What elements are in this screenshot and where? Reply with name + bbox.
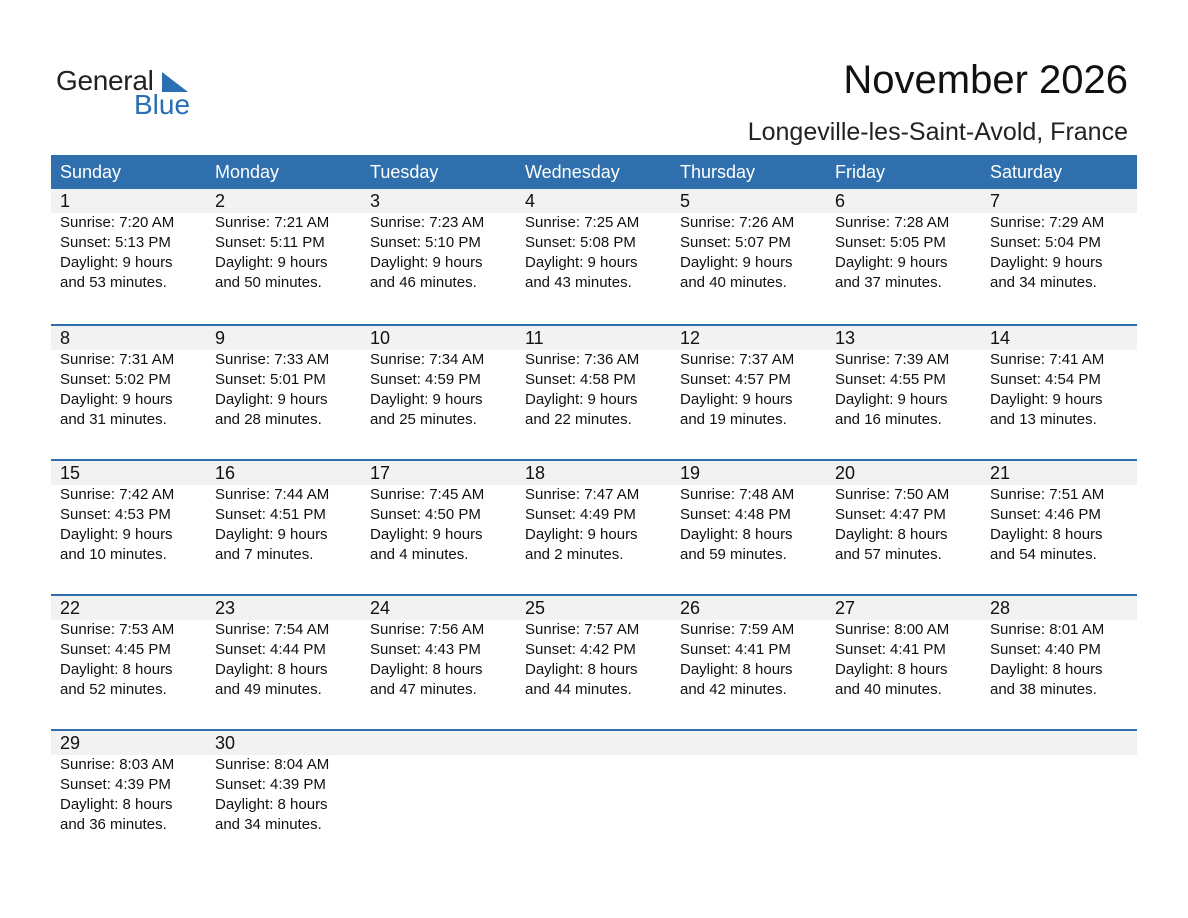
week-row <box>51 189 1137 324</box>
day-number: 18 <box>525 463 546 483</box>
daylight-text: Daylight: 8 hours <box>370 661 483 678</box>
sunrise-text: Sunrise: 7:26 AM <box>680 214 795 231</box>
minutes-text: and 37 minutes. <box>835 274 942 291</box>
day-number: 2 <box>215 191 226 211</box>
sunrise-text: Sunrise: 7:45 AM <box>370 486 485 503</box>
day-cell <box>206 731 361 835</box>
sunset-text: Sunset: 5:04 PM <box>990 234 1101 251</box>
daylight-text: Daylight: 9 hours <box>60 254 173 271</box>
day-cell <box>826 326 981 430</box>
minutes-text: and 59 minutes. <box>680 546 787 563</box>
sunrise-text: Sunrise: 8:03 AM <box>60 756 175 773</box>
minutes-text: and 22 minutes. <box>525 411 632 428</box>
day-number: 13 <box>835 328 856 348</box>
day-cell <box>51 326 206 430</box>
day-cell <box>826 461 981 565</box>
sunset-text: Sunset: 4:58 PM <box>525 371 636 388</box>
daylight-text: Daylight: 9 hours <box>680 254 793 271</box>
minutes-text: and 44 minutes. <box>525 681 632 698</box>
sunset-text: Sunset: 4:46 PM <box>990 506 1101 523</box>
minutes-text: and 40 minutes. <box>835 681 942 698</box>
day-cell <box>361 189 516 293</box>
minutes-text: and 46 minutes. <box>370 274 477 291</box>
sunrise-text: Sunrise: 7:47 AM <box>525 486 640 503</box>
empty-day-cell <box>516 731 671 835</box>
minutes-text: and 34 minutes. <box>215 816 322 833</box>
daylight-text: Daylight: 8 hours <box>990 526 1103 543</box>
minutes-text: and 10 minutes. <box>60 546 167 563</box>
daylight-text: Daylight: 9 hours <box>215 391 328 408</box>
sunrise-text: Sunrise: 8:04 AM <box>215 756 330 773</box>
minutes-text: and 53 minutes. <box>60 274 167 291</box>
minutes-text: and 43 minutes. <box>525 274 632 291</box>
minutes-text: and 13 minutes. <box>990 411 1097 428</box>
sunset-text: Sunset: 5:13 PM <box>60 234 171 251</box>
day-cell <box>206 461 361 565</box>
sunrise-text: Sunrise: 7:21 AM <box>215 214 330 231</box>
sunrise-text: Sunrise: 7:36 AM <box>525 351 640 368</box>
weekday-header-row <box>51 155 1137 189</box>
minutes-text: and 16 minutes. <box>835 411 942 428</box>
day-cell <box>206 189 361 293</box>
minutes-text: and 38 minutes. <box>990 681 1097 698</box>
day-number: 12 <box>680 328 701 348</box>
sunset-text: Sunset: 5:02 PM <box>60 371 171 388</box>
day-number: 1 <box>60 191 71 211</box>
sunrise-text: Sunrise: 7:20 AM <box>60 214 175 231</box>
week-row <box>51 459 1137 594</box>
sunset-text: Sunset: 4:48 PM <box>680 506 791 523</box>
day-number: 28 <box>990 598 1011 618</box>
day-number: 29 <box>60 733 81 753</box>
empty-day-cell <box>981 731 1137 835</box>
weekday-header-wednesday: Wednesday <box>525 162 620 182</box>
minutes-text: and 54 minutes. <box>990 546 1097 563</box>
day-cell <box>671 326 826 430</box>
day-cell <box>516 461 671 565</box>
minutes-text: and 31 minutes. <box>60 411 167 428</box>
sunset-text: Sunset: 4:40 PM <box>990 641 1101 658</box>
minutes-text: and 40 minutes. <box>680 274 787 291</box>
sunrise-text: Sunrise: 7:23 AM <box>370 214 485 231</box>
daylight-text: Daylight: 9 hours <box>370 391 483 408</box>
day-cell <box>51 461 206 565</box>
day-cell <box>671 461 826 565</box>
minutes-text: and 36 minutes. <box>60 816 167 833</box>
day-cell <box>981 189 1137 293</box>
minutes-text: and 49 minutes. <box>215 681 322 698</box>
day-number: 22 <box>60 598 81 618</box>
day-number: 17 <box>370 463 391 483</box>
minutes-text: and 57 minutes. <box>835 546 942 563</box>
day-cell <box>361 596 516 700</box>
day-number: 11 <box>525 328 544 348</box>
logo <box>56 64 206 124</box>
empty-day-cell <box>671 731 826 835</box>
day-number: 15 <box>60 463 81 483</box>
day-cell <box>981 461 1137 565</box>
week-row <box>51 729 1137 864</box>
day-cell <box>826 189 981 293</box>
day-cell <box>671 189 826 293</box>
day-number: 30 <box>215 733 236 753</box>
day-number: 6 <box>835 191 846 211</box>
sunrise-text: Sunrise: 8:01 AM <box>990 621 1105 638</box>
day-cell <box>361 461 516 565</box>
sunset-text: Sunset: 4:50 PM <box>370 506 481 523</box>
day-number: 9 <box>215 328 226 348</box>
sunrise-text: Sunrise: 7:56 AM <box>370 621 485 638</box>
day-number: 23 <box>215 598 236 618</box>
day-number: 7 <box>990 191 1001 211</box>
sunset-text: Sunset: 4:41 PM <box>835 641 946 658</box>
minutes-text: and 7 minutes. <box>215 546 314 563</box>
sunrise-text: Sunrise: 7:41 AM <box>990 351 1105 368</box>
sunrise-text: Sunrise: 7:57 AM <box>525 621 640 638</box>
week-row <box>51 594 1137 729</box>
sunset-text: Sunset: 4:47 PM <box>835 506 946 523</box>
day-cell <box>206 326 361 430</box>
sunrise-text: Sunrise: 7:54 AM <box>215 621 330 638</box>
day-number: 27 <box>835 598 856 618</box>
daylight-text: Daylight: 9 hours <box>60 391 173 408</box>
weekday-header-sunday: Sunday <box>60 162 122 182</box>
minutes-text: and 50 minutes. <box>215 274 322 291</box>
sunrise-text: Sunrise: 7:31 AM <box>60 351 175 368</box>
minutes-text: and 19 minutes. <box>680 411 787 428</box>
sunset-text: Sunset: 5:01 PM <box>215 371 326 388</box>
page-title: November 2026 <box>843 58 1128 102</box>
day-number: 8 <box>60 328 71 348</box>
daylight-text: Daylight: 9 hours <box>215 254 328 271</box>
sunset-text: Sunset: 4:59 PM <box>370 371 481 388</box>
minutes-text: and 4 minutes. <box>370 546 469 563</box>
day-cell <box>51 731 206 835</box>
day-cell <box>51 189 206 293</box>
sunset-text: Sunset: 4:49 PM <box>525 506 636 523</box>
day-number: 20 <box>835 463 856 483</box>
minutes-text: and 52 minutes. <box>60 681 167 698</box>
minutes-text: and 34 minutes. <box>990 274 1097 291</box>
sunset-text: Sunset: 4:54 PM <box>990 371 1101 388</box>
daylight-text: Daylight: 9 hours <box>835 254 948 271</box>
day-cell <box>671 596 826 700</box>
logo-blue-text: Blue <box>134 89 191 120</box>
day-number: 3 <box>370 191 381 211</box>
daylight-text: Daylight: 9 hours <box>60 526 173 543</box>
day-cell <box>516 326 671 430</box>
daylight-text: Daylight: 9 hours <box>215 526 328 543</box>
sunset-text: Sunset: 5:07 PM <box>680 234 791 251</box>
daylight-text: Daylight: 8 hours <box>60 796 173 813</box>
day-cell <box>516 189 671 293</box>
daylight-text: Daylight: 8 hours <box>60 661 173 678</box>
sunset-text: Sunset: 4:51 PM <box>215 506 326 523</box>
day-cell <box>206 596 361 700</box>
day-number: 21 <box>990 463 1011 483</box>
day-cell <box>361 326 516 430</box>
sunrise-text: Sunrise: 7:37 AM <box>680 351 795 368</box>
sunset-text: Sunset: 4:42 PM <box>525 641 636 658</box>
day-cell <box>981 326 1137 430</box>
daylight-text: Daylight: 9 hours <box>525 254 638 271</box>
logo-general-text: General <box>56 65 154 96</box>
daylight-text: Daylight: 8 hours <box>215 661 328 678</box>
daylight-text: Daylight: 9 hours <box>370 526 483 543</box>
location-subtitle: Longeville-les-Saint-Avold, France <box>747 118 1128 146</box>
daylight-text: Daylight: 8 hours <box>215 796 328 813</box>
day-number: 19 <box>680 463 701 483</box>
weekday-header-tuesday: Tuesday <box>370 162 439 182</box>
sunrise-text: Sunrise: 7:33 AM <box>215 351 330 368</box>
daylight-text: Daylight: 9 hours <box>990 391 1103 408</box>
day-number: 4 <box>525 191 536 211</box>
calendar <box>51 155 1137 864</box>
day-number: 26 <box>680 598 701 618</box>
daylight-text: Daylight: 8 hours <box>835 526 948 543</box>
sunrise-text: Sunrise: 7:48 AM <box>680 486 795 503</box>
sunrise-text: Sunrise: 7:44 AM <box>215 486 330 503</box>
sunset-text: Sunset: 4:39 PM <box>60 776 171 793</box>
daylight-text: Daylight: 9 hours <box>990 254 1103 271</box>
day-number: 16 <box>215 463 236 483</box>
daylight-text: Daylight: 8 hours <box>680 526 793 543</box>
sunrise-text: Sunrise: 7:29 AM <box>990 214 1105 231</box>
sunset-text: Sunset: 5:08 PM <box>525 234 636 251</box>
day-number: 5 <box>680 191 691 211</box>
day-number: 25 <box>525 598 546 618</box>
day-number: 24 <box>370 598 391 618</box>
minutes-text: and 42 minutes. <box>680 681 787 698</box>
daylight-text: Daylight: 9 hours <box>525 526 638 543</box>
calendar-weeks <box>51 189 1137 864</box>
daylight-text: Daylight: 8 hours <box>990 661 1103 678</box>
weekday-header-thursday: Thursday <box>680 162 756 182</box>
minutes-text: and 25 minutes. <box>370 411 477 428</box>
sunset-text: Sunset: 5:05 PM <box>835 234 946 251</box>
empty-day-cell <box>361 731 516 835</box>
sunrise-text: Sunrise: 7:51 AM <box>990 486 1105 503</box>
sunset-text: Sunset: 4:57 PM <box>680 371 791 388</box>
daylight-text: Daylight: 8 hours <box>680 661 793 678</box>
sunrise-text: Sunrise: 7:39 AM <box>835 351 950 368</box>
daylight-text: Daylight: 9 hours <box>525 391 638 408</box>
sunset-text: Sunset: 4:53 PM <box>60 506 171 523</box>
minutes-text: and 28 minutes. <box>215 411 322 428</box>
minutes-text: and 47 minutes. <box>370 681 477 698</box>
weekday-header-friday: Friday <box>835 162 886 182</box>
sunset-text: Sunset: 4:44 PM <box>215 641 326 658</box>
sunrise-text: Sunrise: 7:34 AM <box>370 351 485 368</box>
weekday-header-saturday: Saturday <box>990 162 1063 182</box>
sunset-text: Sunset: 4:39 PM <box>215 776 326 793</box>
empty-day-cell <box>826 731 981 835</box>
weekday-header-monday: Monday <box>215 162 280 182</box>
sunrise-text: Sunrise: 7:50 AM <box>835 486 950 503</box>
daylight-text: Daylight: 9 hours <box>680 391 793 408</box>
sunrise-text: Sunrise: 7:42 AM <box>60 486 175 503</box>
daylight-text: Daylight: 9 hours <box>370 254 483 271</box>
day-cell <box>981 596 1137 700</box>
sunset-text: Sunset: 4:43 PM <box>370 641 481 658</box>
week-row <box>51 324 1137 459</box>
sunrise-text: Sunrise: 7:25 AM <box>525 214 640 231</box>
sunrise-text: Sunrise: 8:00 AM <box>835 621 950 638</box>
day-cell <box>51 596 206 700</box>
daylight-text: Daylight: 9 hours <box>835 391 948 408</box>
sunset-text: Sunset: 4:45 PM <box>60 641 171 658</box>
day-cell <box>516 596 671 700</box>
day-number: 14 <box>990 328 1011 348</box>
sunrise-text: Sunrise: 7:28 AM <box>835 214 950 231</box>
sunset-text: Sunset: 4:55 PM <box>835 371 946 388</box>
day-number: 10 <box>370 328 391 348</box>
day-cell <box>826 596 981 700</box>
daylight-text: Daylight: 8 hours <box>525 661 638 678</box>
sunrise-text: Sunrise: 7:53 AM <box>60 621 175 638</box>
sunrise-text: Sunrise: 7:59 AM <box>680 621 795 638</box>
sunset-text: Sunset: 5:10 PM <box>370 234 481 251</box>
sunset-text: Sunset: 4:41 PM <box>680 641 791 658</box>
daylight-text: Daylight: 8 hours <box>835 661 948 678</box>
sunset-text: Sunset: 5:11 PM <box>215 234 325 251</box>
minutes-text: and 2 minutes. <box>525 546 624 563</box>
